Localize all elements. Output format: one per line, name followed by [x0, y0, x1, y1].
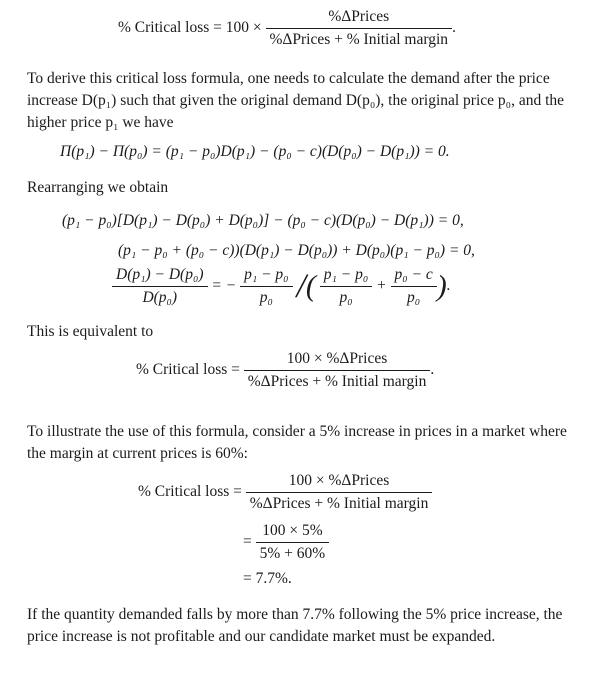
equation-end: .: [452, 19, 456, 37]
fraction-price-change: [240, 266, 293, 307]
fraction-denominator: 5% + 60%: [259, 545, 326, 562]
equation-end: .: [446, 277, 451, 295]
close-paren: ): [436, 269, 447, 303]
critical-loss-equation: [118, 8, 456, 49]
equation-fraction: [266, 8, 453, 49]
example-equation-step-2: [243, 522, 329, 563]
fraction-denominator: D(p₀): [142, 289, 178, 306]
rearranged-equation-1: (p₁ − p₀)[D(p₁) − D(p₀) + D(p₀)] − (p₀ − c)(D(p₀) − D(p₁)) = 0,: [62, 212, 464, 229]
equation-lhs: % Critical loss =: [138, 483, 242, 501]
illustration-paragraph: To illustrate the use of this formula, consider a 5% increase in prices in a market where the margin at current prices is 60%:: [27, 423, 567, 462]
example-equation: [138, 472, 432, 513]
fraction-numerator: %ΔPrices: [266, 8, 453, 29]
equation-fraction-numeric: [256, 522, 330, 563]
fraction-denominator: p₀: [407, 289, 421, 306]
equals-sign: =: [243, 533, 252, 551]
fraction-demand-change: [112, 266, 208, 307]
division-slash: /: [296, 267, 306, 305]
fraction-denominator: %ΔPrices + % Initial margin: [247, 373, 427, 390]
equals-minus: = −: [211, 277, 237, 295]
example-result: = 7.7%.: [243, 570, 292, 587]
equation-lhs: % Critical loss =: [136, 361, 240, 379]
equation-fraction-general: [246, 472, 433, 513]
fraction-numerator: D(p₁) − D(p₀): [112, 266, 208, 287]
equation-fraction: [244, 350, 431, 391]
fraction-numerator: p₁ − p₀: [320, 266, 373, 287]
equation-lhs: % Critical loss = 100 ×: [118, 19, 262, 37]
fraction-numerator: 100 × %ΔPrices: [244, 350, 431, 371]
profit-equation: Π(p₁) − Π(p₀) = (p₁ − p₀)D(p₁) − (p₀ − c)(D(p₀) − D(p₁)) = 0.: [60, 143, 450, 160]
critical-loss-equation-2: [136, 350, 434, 391]
plus-sign: +: [376, 277, 387, 295]
fraction-numerator: 100 × 5%: [256, 522, 330, 543]
fraction-numerator: 100 × %ΔPrices: [246, 472, 433, 493]
rearranged-equation-2: (p₁ − p₀ + (p₀ − c))(D(p₁) − D(p₀)) + D(p₀)(p₁ − p₀) = 0,: [118, 242, 475, 259]
fraction-margin: [391, 266, 437, 307]
equivalent-text: This is equivalent to: [27, 323, 154, 340]
fraction-denominator: %ΔPrices + % Initial margin: [269, 31, 449, 48]
fraction-denominator: p₀: [259, 289, 273, 306]
fraction-denominator: p₀: [339, 289, 353, 306]
derivation-paragraph: To derive this critical loss formula, one needs to calculate the demand after the price increase D(p₁) such that given the original demand D(p₀), the original price p₀, and the higher price p₁ we have: [27, 70, 565, 131]
fraction-numerator: p₀ − c: [391, 266, 437, 287]
rearranging-text: Rearranging we obtain: [27, 179, 169, 196]
conclusion-paragraph: If the quantity demanded falls by more than 7.7% following the 5% price increase, the price increase is not profitable and our candidate market must be expanded.: [27, 606, 563, 645]
fraction-denominator: %ΔPrices + % Initial margin: [249, 495, 429, 512]
fraction-price-change-2: [320, 266, 373, 307]
rearranged-equation-3: [112, 266, 451, 307]
open-paren: (: [305, 269, 316, 303]
fraction-numerator: p₁ − p₀: [240, 266, 293, 287]
equation-end: .: [430, 361, 435, 379]
